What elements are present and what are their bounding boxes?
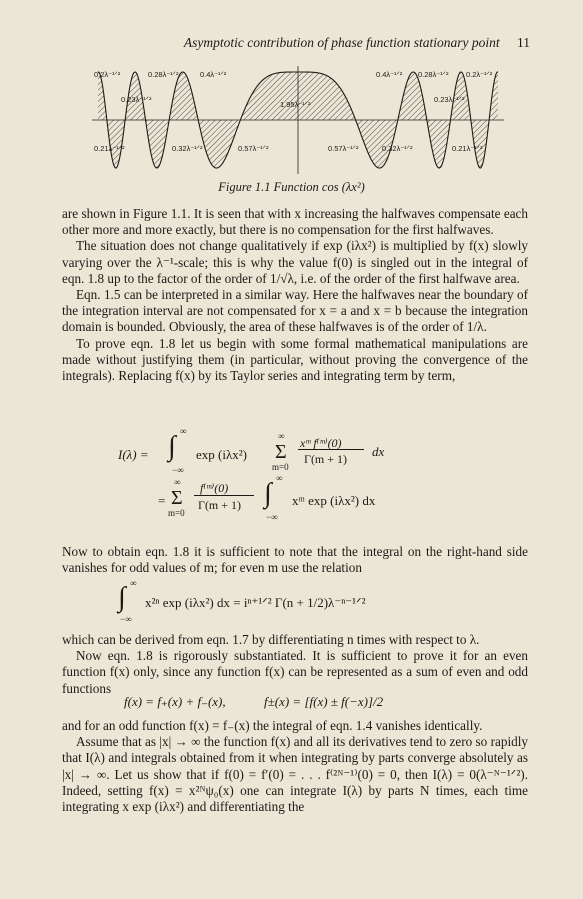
eq3-integral-sign: ∫ xyxy=(118,582,126,613)
label-top-left-1: 0.2λ⁻¹ᐟ² xyxy=(94,70,121,79)
page-number: 11 xyxy=(517,35,530,50)
label-center: 1.95λ⁻¹ᐟ² xyxy=(280,100,311,109)
body-text-3 xyxy=(62,632,528,697)
paragraph-3: Eqn. 1.5 can be interpreted in a similar way. Here the halfwaves near the boundary of the integration interval are not compensated for x = a and x = b because the integration domain is bounded. Obviously, the area of these halfwaves is of the order of 1/λ. xyxy=(62,287,528,335)
label-top-right-2: 0.28λ⁻¹ᐟ² xyxy=(418,70,449,79)
eq1-sum-top: ∞ xyxy=(278,431,285,441)
eq4-definition: f±(x) = [f(x) ± f(−x)]/2 xyxy=(264,694,384,709)
eq2-sum-top: ∞ xyxy=(174,477,181,487)
label-top-left-3: 0.4λ⁻¹ᐟ² xyxy=(200,70,227,79)
paragraph-7: Now eqn. 1.8 is rigorously substantiated. It is sufficient to prove it for an even function f(x) only, since any function f(x) can be represented as a sum of even and odd functions xyxy=(62,648,528,696)
eq2-int-top: ∞ xyxy=(276,473,283,483)
eq1-int-top: ∞ xyxy=(180,426,187,436)
body-text-4 xyxy=(62,718,528,815)
eq1-sum-bottom: m=0 xyxy=(272,462,289,472)
label-bottom-left-1: 0.21λ⁻¹ᐟ² xyxy=(94,144,125,153)
eq2-fraction-bar xyxy=(194,495,254,496)
eq2-body: xᵐ exp (iλx²) dx xyxy=(292,493,376,508)
eq1-numerator: xᵐ f⁽ᵐ⁾(0) xyxy=(300,436,342,450)
label-inner-left: 0.23λ⁻¹ᐟ² xyxy=(121,95,152,104)
eq3-int-bottom: −∞ xyxy=(120,614,132,624)
label-bottom-left-2: 0.32λ⁻¹ᐟ² xyxy=(172,144,203,153)
paragraph-1: are shown in Figure 1.1. It is seen that with x increasing the halfwaves compensate each other more and more exactly, but there is no compensation for the first halfwaves. xyxy=(62,206,528,238)
eq2-sum-bottom: m=0 xyxy=(168,508,185,518)
eq3-body: x²ⁿ exp (iλx²) dx = iⁿ⁺¹ᐟ² Γ(n + 1/2)λ⁻ⁿ⁻¹ᐟ² xyxy=(145,595,366,610)
label-top-left-2: 0.28λ⁻¹ᐟ² xyxy=(148,70,179,79)
figure-caption: Figure 1.1 Function cos (λx²) xyxy=(218,180,365,194)
eq1-lhs: I(λ) = xyxy=(118,447,149,462)
label-bottom-right-1: 0.57λ⁻¹ᐟ² xyxy=(328,144,359,153)
eq1-integral-sign: ∫ xyxy=(168,431,176,462)
label-inner-right: 0.23λ⁻¹ᐟ² xyxy=(434,95,465,104)
label-top-right-3: 0.2λ⁻¹ᐟ² xyxy=(466,70,493,79)
cosine-plot xyxy=(92,62,504,177)
eq4-decomposition: f(x) = f₊(x) + f₋(x), xyxy=(124,694,226,709)
eq3-int-top: ∞ xyxy=(130,578,137,588)
eq1-dx: dx xyxy=(372,444,385,459)
eq2-denominator: Γ(m + 1) xyxy=(198,498,242,512)
paragraph-2: The situation does not change qualitatively if exp (iλx²) is multiplied by f(x) slowly varying over the λ⁻¹-scale; this is why the value f(0) is singled out in the integral of eqn. 1.8 up to the factor of the order of 1/√λ, i.e. of the order of the first halfwave area. xyxy=(62,238,528,286)
eq2-equals: = xyxy=(158,493,166,508)
body-text-1 xyxy=(62,206,528,384)
label-top-right-1: 0.4λ⁻¹ᐟ² xyxy=(376,70,403,79)
paragraph-4: To prove eqn. 1.8 let us begin with some formal mathematical manipulations are made without justifying them (in particular, without proving the convergence of the integrals). Replacing f(x) by its Taylor series and integrating term by term, xyxy=(62,335,528,384)
body-text-2 xyxy=(62,544,528,576)
eq1-sum-sign: Σ xyxy=(275,441,287,463)
eq2-int-bottom: −∞ xyxy=(266,512,278,522)
paragraph-8: and for an odd function f(x) = f₋(x) the integral of eqn. 1.4 vanishes identically. xyxy=(62,718,483,733)
running-header xyxy=(60,35,530,51)
eq1-exp: exp (iλx²) xyxy=(196,447,247,462)
paragraph-5: Now to obtain eqn. 1.8 it is sufficient to note that the integral on the right-hand side vanishes for odd values of m; for even m use the relation xyxy=(62,544,528,576)
label-bottom-right-2: 0.32λ⁻¹ᐟ² xyxy=(382,144,413,153)
eq1-int-bottom: −∞ xyxy=(172,465,184,475)
running-title: Asymptotic contribution of phase function stationary point xyxy=(183,35,500,50)
eq2-sum-sign: Σ xyxy=(171,487,183,509)
eq1-fraction-bar xyxy=(298,449,364,450)
paragraph-6: which can be derived from eqn. 1.7 by differentiating n times with respect to λ. xyxy=(62,632,480,647)
figure-cos-lambda-x2 xyxy=(92,62,504,177)
label-bottom-left-3: 0.57λ⁻¹ᐟ² xyxy=(238,144,269,153)
eq1-denominator: Γ(m + 1) xyxy=(304,452,348,466)
eq2-integral-sign: ∫ xyxy=(264,478,272,509)
paragraph-9: Assume that as |x| → ∞ the function f(x) and all its derivatives tend to zero so rapidly that I(λ) and integrals obtained from it when integrating by parts converge absolutely as |x| → ∞. Let us show that if f(0) = f′(0) = . . . f⁽²ᴺ⁻¹⁾(0) = 0, then I(λ) = 0(λ⁻ᴺ⁻¹ᐟ²). Indeed, setting f(x) = x²ᴺψ₀(x) one can integrate I(λ) by parts N times, each time integrating x exp (iλx²) and differentiating the xyxy=(62,734,528,815)
eq2-numerator: f⁽ᵐ⁾(0) xyxy=(200,481,229,495)
label-bottom-right-3: 0.21λ⁻¹ᐟ² xyxy=(452,144,483,153)
